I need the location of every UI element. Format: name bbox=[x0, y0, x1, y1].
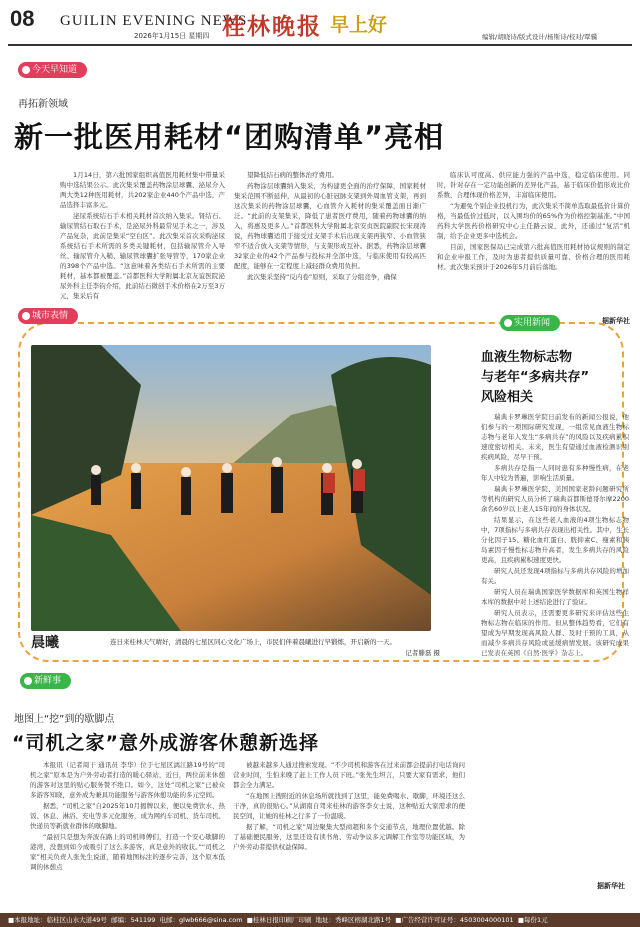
story4-kicker: 地图上“挖”到的歇脚点 bbox=[14, 714, 115, 725]
story1-column-1: 1月14日，第六批国家组织高值医用耗材集中带量采购中选结果公示。此次集采覆盖药物涂层球囊、泌尿介入两大类12种医用耗材，共202家企业440个产品中选，产品选择丰富多元。 泌尿系统结石手术相关耗材首次纳入集采。肾结石、输尿管结石取石手术，是泌尿外科最常见手术之一，涉及产品复杂，此前是集采“空白区”。此次集采首次采购泌尿系统结石手术所需的多类关键耗材，包括输尿管介入导丝、输尿管介入鞘、输尿管球囊扩张导管等，170家企业的398个产品中选。“这意味着各类结石手术所需的主要耗材，基本都被覆盖。”首都医科大学附属北京友谊医院泌尿外科主任李钧介绍，此前结石微创手术价格在2万至3万元，集采后有 bbox=[60, 171, 225, 300]
story1-column-2: 望降低结石病的整体治疗费用。 药物涂层球囊纳入集采，为构建更全面的治疗保障，国家耗材集采范围不断延伸，从最初的心脏冠脉支架到外周血管支架，再到这次集采的药物涂层球囊，心血管介入耗材的集采覆盖面日渐广泛。“此前的支架集采，降低了患者医疗费用，随着药物球囊的纳入，将惠及更多人。”首都医科大学附属北京安贞医院副院长宋现涛说，药物球囊适用于接受过支架手术后出现支架再狭窄、小血管狭窄不适合放入支架等情形，与支架形成互补。据悉，药物涂层球囊32家企业的42个产品参与投标并全部中选，与临床使用有较高匹配度，能够在一定程度上减轻群众费用负担。 此次集采坚持“反内卷”原则，采取了分组竞争，确保 bbox=[234, 171, 426, 281]
story1-column-3: 临床认可度高、供应能力强的产品中选，稳定临床使用。同时，针对存在一定功能创新的差异化产品，基于临床价值形成比价系数，合理体现价格差异，丰富临床使用。 “为避免个别企业投机行为，此次集采不简单选取最低价计算价格，当最低价过低时，以入围均价的65%作为价格控制基准。”中国药科大学医药价格研究中心主任路云说，此外，还通过“复活”机制，给予企业更多中选机会。 目前，国家医保局已完成第六批高值医用耗材协议规则的制定和企业申报工作，及时为患者提供质量可靠、价格合理的医用耗材。此次集采预计于2026年5月前后落地。 bbox=[437, 171, 630, 271]
story1-tag: 今天早知道 bbox=[18, 62, 87, 78]
story4-tag: 新鲜事 bbox=[20, 673, 71, 689]
story1-kicker: 再拓新领域 bbox=[18, 99, 68, 110]
story4-column-2: 被越来越多人通过搜索发现。“不少司机和游客在过来前都会提前打电话询问营业时间，生怕来晚了赶上工作人员下班。”张先生坦言，只要大家有需求，他们都会全力满足。 “在地图上搜附近的休息场所就找到了这里，能免费喝水、歇脚，环境还这么干净，真的很贴心。”从湖南自驾来桂林的游客李女士说，这种贴近大家需求的便民空间，让她的桂林之行多了一份温暖。 据了解，“司机之家”周边聚集大型商超和多个交通节点，地理位置优越。除了基础便民服务，这里还设有读书角、劳动争议多元调解工作室等功能区域，为户外劳动者提供权益保障。 bbox=[233, 761, 465, 851]
story3-title: 血液生物标志物 与老年“多病共存” 风险相关 bbox=[481, 350, 590, 405]
story4-column-1: 本报讯（记者周干 通讯员 李华）位于七星区漓江路19号的“司机之家”原本是为户外劳动者打造的暖心驿站，近日，两位前来休憩的游客对这里的贴心服务赞不绝口。如今，这处“司机之家”已被众多游客知晓，意外成为兼具功能服务与游客休憩功能的多元空间。 据悉，“司机之家”自2025年10月揭牌以来，便以免费饮水、热饭、休息、淋浴、充电等多元化服务，成为网约车司机、货车司机、快递员等新就业群体的歇脚地。 “最初只是想为奔波在路上的司机师傅们，打造一个安心歇脚的港湾，没想到如今成吸引了这么多游客，真是意外的收获。”“司机之家”相关负责人张先生说道，随着地图标注的逐步完善，这个原本低调的休憩点 bbox=[30, 761, 225, 871]
tag-dot-icon bbox=[22, 66, 30, 74]
photo-illustration bbox=[31, 345, 431, 631]
footer-bar: ■本报地址：临桂区山水大道49号 邮编：541199 电邮：glwb666@sina.com ■桂林日报印刷厂印刷 地址：秀峰区榕湖北路1号 ■广告经营许可证号：4503004000101 ■每份1元 bbox=[0, 913, 640, 927]
brand-logo: 桂林晚报 bbox=[222, 13, 322, 40]
story2-tag: 城市表情 bbox=[18, 308, 78, 324]
story1-source: 据新华社 bbox=[602, 317, 630, 325]
story3-source: 据新华社 bbox=[597, 882, 625, 890]
section-logo: 早上好 bbox=[330, 14, 388, 36]
story3-tag: 实用新闻 bbox=[500, 315, 560, 331]
tag-dot-icon bbox=[24, 677, 32, 685]
issue-date: 2026年1月15日 星期四 bbox=[134, 32, 210, 40]
tag-dot-icon bbox=[504, 319, 512, 327]
story1-headline: 新一批医用耗材“团购清单”亮相 bbox=[14, 120, 445, 154]
photo-caption: 连日来桂林天气晴好，清晨的七星区同心文化广场上，市民们伴着晨曦进行早锻炼，开启新的一天。 bbox=[110, 638, 396, 646]
story3-body: 瑞典卡罗琳医学院日前发布的新闻公报说，他们参与的一项国际研究发现，一组常见血液生物标志物与老年人发生“多病共存”的风险以及疾病累积速度密切相关。未来，医生有望通过血液检测识别疾病风险，尽早干预。 多病共存是指一人同时患有多种慢性病，在老年人中较为普遍，影响生活质量。 瑞典卡罗琳医学院、美国国家老龄问题研究所等机构的研究人员分析了瑞典首都斯德哥尔摩2200余名60岁以上老人15年间的身体状况。 结果显示，在这些老人血液的4项生物标志物中，7项指标与多病共存表现出相关性。其中，生长分化因子15、糖化血红蛋白、胱抑素C、瘦素和胰岛素因子慢性标志物升高者，发生多病共存的风险更高，且疾病累积速度更快。 研究人员还发现4项指标与多病共存风险的增加有关。 研究人员在瑞典国家医学数据库和英国生物样本库的数据中对上述结论进行了验证。 研究人员表示，还需要更多研究来评估这些生物标志物在临床的作用。但从整体趋势看，它们有望成为早期发现高风险人群、及时干预的工具，从而减少多病共存风险或延缓病情发展。该研究成果已发表在英国《自然·医学》杂志上。 bbox=[481, 413, 629, 657]
paper-name-en: GUILIN EVENING NEWS bbox=[60, 13, 248, 29]
header-rule bbox=[8, 44, 632, 46]
morning-exercise-photo bbox=[31, 345, 431, 631]
page-number: 08 bbox=[10, 6, 35, 31]
photo-credit: 记者滕磊 摄 bbox=[405, 649, 440, 657]
story4-headline: “司机之家”意外成游客休憩新选择 bbox=[12, 732, 319, 754]
photo-label: 晨曦 bbox=[31, 635, 59, 651]
editors-line: 编辑/胡晓诗/版式设计/杨斯诗/校对/覃骥 bbox=[482, 33, 597, 41]
tag-dot-icon bbox=[22, 312, 30, 320]
